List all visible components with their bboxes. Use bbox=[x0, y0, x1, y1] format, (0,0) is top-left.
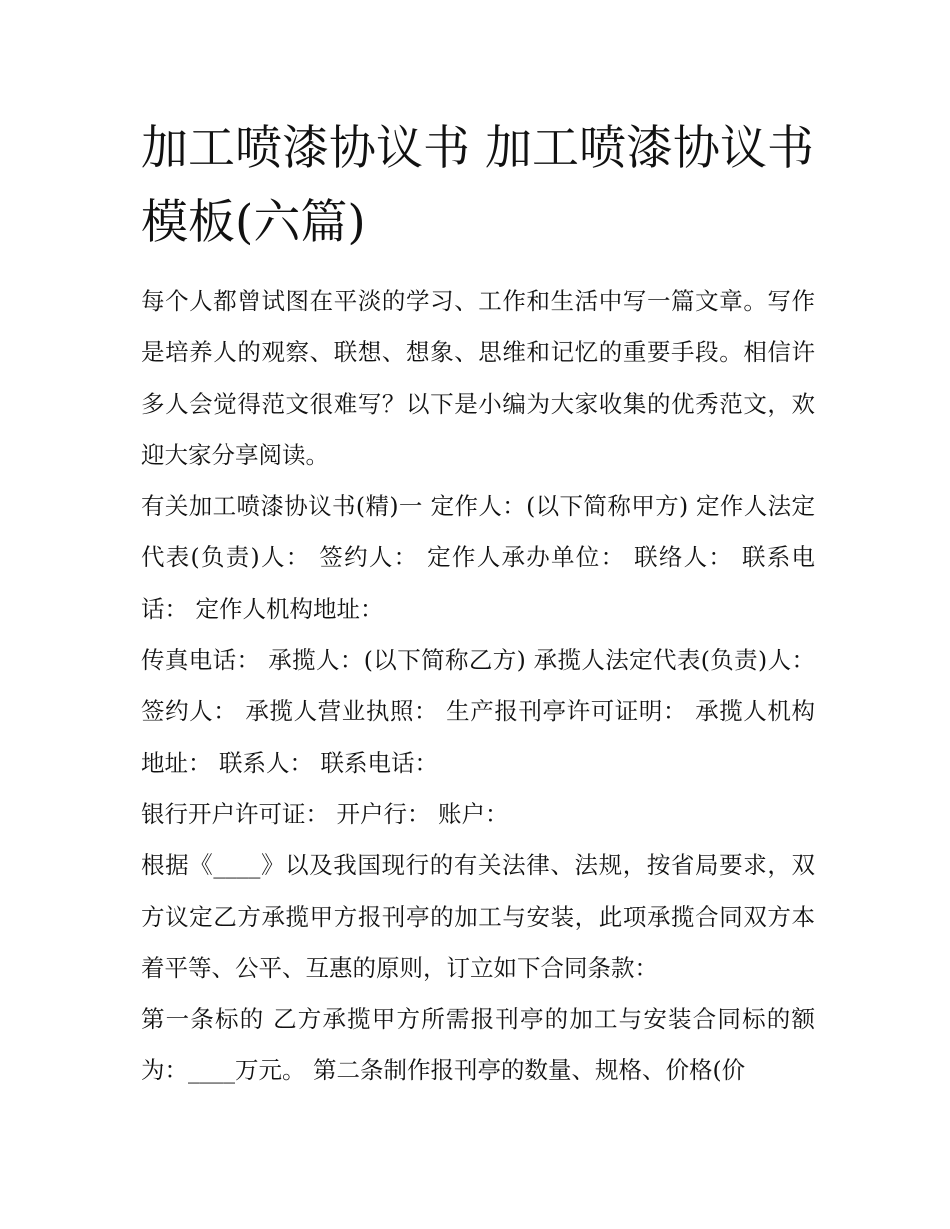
paragraph-undertaker-info: 传真电话： 承揽人：(以下简称乙方) 承揽人法定代表(负责)人： 签约人： 承揽人营业执照： 生产报刊亭许可证明： 承揽人机构地址： 联系人： 联系电话： bbox=[141, 646, 815, 777]
paragraph-legal-basis: 根据《____》以及我国现行的有关法律、法规，按省局要求，双方议定乙方承揽甲方报刊亭的加工与安装，此项承揽合同双方本着平等、公平、互惠的原则，订立如下合同条款： bbox=[141, 851, 815, 982]
document-body bbox=[141, 276, 815, 1097]
document-title: 加工喷漆协议书 加工喷漆协议书模板(六篇) bbox=[141, 121, 814, 250]
paragraph-intro: 每个人都曾试图在平淡的学习、工作和生活中写一篇文章。写作是培养人的观察、联想、想象、思维和记忆的重要手段。相信许多人会觉得范文很难写？以下是小编为大家收集的优秀范文，欢迎大家分享阅读。 bbox=[141, 287, 815, 469]
paragraph-article-one: 第一条标的 乙方承揽甲方所需报刊亭的加工与安装合同标的额为：____万元。 第二条制作报刊亭的数量、规格、价格(价 bbox=[141, 1005, 815, 1085]
paragraph-bank-info: 银行开户许可证： 开户行： 账户： bbox=[141, 799, 509, 828]
paragraph-contractor-info: 有关加工喷漆协议书(精)一 定作人：(以下简称甲方) 定作人法定代表(负责)人： 签约人： 定作人承办单位： 联络人： 联系电话： 定作人机构地址： bbox=[141, 492, 815, 623]
